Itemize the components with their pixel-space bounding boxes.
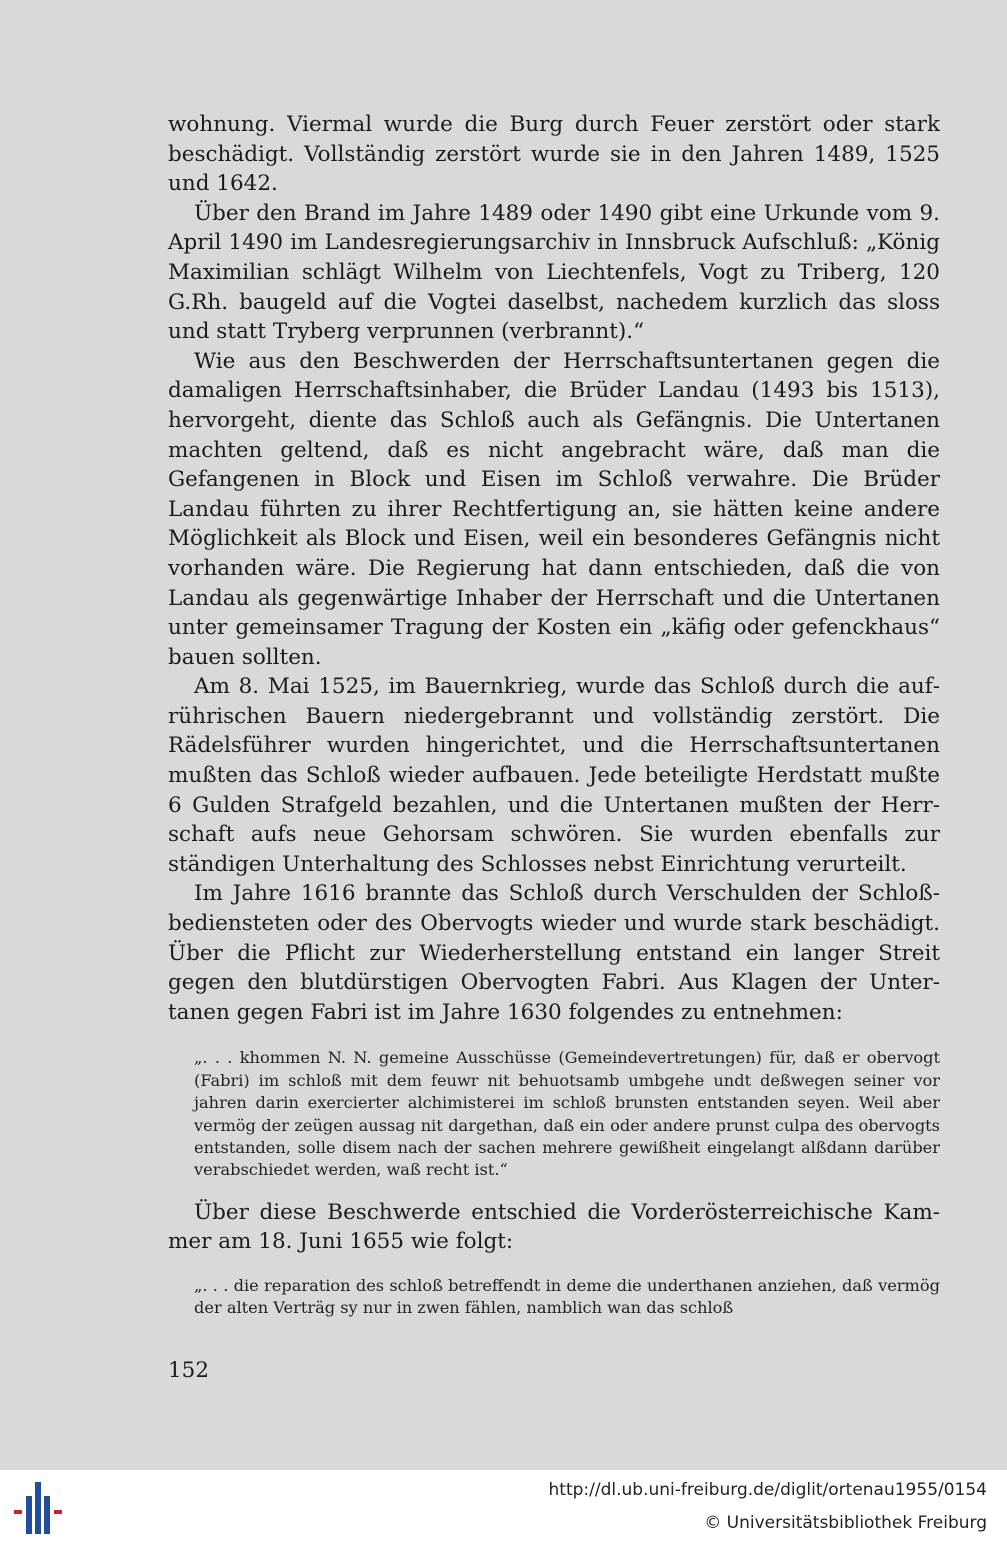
source-url-link[interactable]: http://dl.ub.uni-freiburg.de/diglit/ortenau1955/0154 (548, 1480, 987, 1500)
block-quote-1: „. . . khommen N. N. gemeine Ausschüsse (Gemeindevertretungen) für, daß er obervogt (Fabri) im schloß mit dem feuwr nit behuotsamb umbgehe undt deßwegen seiner vor jahren darin exercierter alchimisterei im schloß brunsten entstanden seyen. Weil aber vermög der zeügen aussag nit dargethan, daß ein oder andere prunst culpa des obervogts entstanden, solle disem nach der sachen mehrere gewißheit eingelangt alßdann darüber verabschiedet werden, waß recht ist.“ (194, 1048, 940, 1180)
body-text (168, 110, 940, 1320)
ub-freiburg-logo-icon (14, 1482, 64, 1534)
block-quote-2: „. . . die reparation des schloß betreffendt in deme die underthanen anziehen, daß vermög der alten Verträg sy nur in zwen fählen, namblich wan das schloß (194, 1276, 940, 1318)
copyright-notice: © Universitätsbibliothek Freiburg (704, 1513, 987, 1533)
paragraph-5: Im Jahre 1616 brannte das Schloß durch Verschulden der Schloßbediensteten oder des Obervogts wieder und wurde stark beschädigt. Über die Pflicht zur Wiederherstellung entstand ein langer Streit gegen den blutdürstigen Obervogten Fabri. Aus Klagen der Untertanen gegen Fabri ist im Jahre 1630 folgendes zu entnehmen: (168, 881, 940, 1025)
paragraph-3: Wie aus den Beschwerden der Herrschaftsuntertanen gegen die damaligen Herrschaftsinhaber, die Brüder Landau (1493 bis 1513), hervorgeht, diente das Schloß auch als Gefängnis. Die Untertanen machten geltend, daß es nicht angebracht wäre, daß man die Gefangenen in Block und Eisen im Schloß verwahre. Die Brüder Landau führten zu ihrer Rechtfertigung an, sie hätten keine andere Möglichkeit als Block und Eisen, weil ein besonderes Gefängnis nicht vorhanden wäre. Die Regierung hat dann entschieden, daß die von Landau als gegenwärtige Inhaber der Herrschaft und die Untertanen unter gemeinsamer Tragung der Kosten ein „käfig oder gefenckhaus“ bauen sollten. (168, 348, 940, 670)
paragraph-2: Über den Brand im Jahre 1489 oder 1490 gibt eine Urkunde vom 9. April 1490 im Landesregierungsarchiv in Innsbruck Aufschluß: „König Maximilian schlägt Wilhelm von Liechtenfels, Vogt zu Triberg, 120 G.Rh. baugeld auf die Vogtei daselbst, nachedem kurzlich das sloss und statt Tryberg verprunnen (verbrannt).“ (168, 200, 940, 345)
paragraph-6: Über diese Beschwerde entschied die Vorderösterreichische Kammer am 18. Juni 1655 wie folgt: (168, 1199, 940, 1255)
page-number: 152 (168, 1358, 210, 1383)
paragraph-4: Am 8. Mai 1525, im Bauernkrieg, wurde das Schloß durch die aufrührischen Bauern niedergebrannt und vollständig zerstört. Die Rädelsführer wurden hingerichtet, und die Herrschaftsuntertanen mußten das Schloß wieder aufbauen. Jede beteiligte Herdstatt mußte 6 Gulden Strafgeld bezahlen, und die Untertanen mußten der Herrschaft aufs neue Gehorsam schwören. Sie wurden ebenfalls zur ständigen Unterhaltung des Schlosses nebst Einrichtung verurteilt. (168, 674, 940, 877)
paragraph-1: wohnung. Viermal wurde die Burg durch Feuer zerstört oder stark beschädigt. Vollständig zerstört wurde sie in den Jahren 1489, 1525 und 1642. (168, 112, 940, 197)
